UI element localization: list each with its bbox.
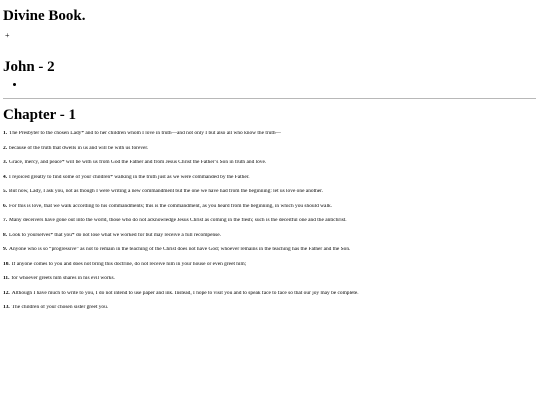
verse-text: Look to yourselves* that you* do not lose what we worked for but may receive a full recompense. bbox=[9, 232, 222, 238]
verse-number: 10. bbox=[3, 261, 10, 267]
verse-list bbox=[3, 131, 536, 320]
verse-text: for whoever greets him shares in his evil works. bbox=[11, 276, 115, 281]
verse-number: 4. bbox=[3, 174, 8, 180]
divider bbox=[3, 98, 536, 99]
verse-number: 12. bbox=[3, 290, 10, 296]
verse-text: Although I have much to write to you, I do not intend to use paper and ink. Instead, I hope to visit you and to speak face to face so that our joy may be complete. bbox=[11, 290, 359, 296]
verse-number: 7. bbox=[3, 218, 8, 223]
verse-number: 11. bbox=[3, 276, 10, 281]
verse-number: 9. bbox=[3, 247, 8, 252]
cross-icon: + bbox=[5, 31, 10, 40]
verse-text: The children of your chosen sister greet you. bbox=[11, 305, 109, 310]
verse bbox=[3, 204, 536, 219]
verse-number: 5. bbox=[3, 189, 8, 194]
verse bbox=[3, 218, 536, 233]
verse bbox=[3, 131, 536, 146]
verse-text: If anyone comes to you and does not bring this doctrine, do not receive him in your house or even greet him; bbox=[11, 261, 247, 267]
verse bbox=[3, 189, 536, 204]
verse-text: But now, Lady, I ask you, not as though I were writing a new commandment but the one we have had from the beginning: let us love one another. bbox=[9, 189, 324, 194]
verse-text: Many deceivers have gone out into the world, those who do not acknowledge Jesus Christ as coming in the flesh; such is the deceitful one and the antichrist. bbox=[9, 218, 347, 223]
verse-text: The Presbyter to the chosen Lady* and to her children whom I love in truth—and not only I but also all who know the truth— bbox=[9, 131, 281, 136]
verse bbox=[3, 276, 536, 291]
verse bbox=[3, 233, 536, 248]
verse bbox=[3, 262, 536, 277]
verse-number: 1. bbox=[3, 131, 8, 136]
verse-text: I rejoiced greatly to find some of your children* walking in the truth just as we were commanded by the Father. bbox=[9, 174, 250, 180]
site-title: Divine Book. bbox=[3, 8, 86, 24]
verse bbox=[3, 146, 536, 161]
verse-number: 3. bbox=[3, 160, 8, 165]
verse-number: 2. bbox=[3, 145, 8, 151]
book-title: John - 2 bbox=[3, 59, 55, 75]
verse-number: 13. bbox=[3, 305, 10, 310]
verse-text: For this is love, that we walk according to his commandments; this is the commandment, as you heard from the beginning, in which you should walk. bbox=[9, 203, 332, 209]
bullet-icon bbox=[13, 83, 16, 86]
verse bbox=[3, 291, 536, 306]
verse bbox=[3, 160, 536, 175]
verse-text: Grace, mercy, and peace* will be with us from God the Father and from Jesus Christ the Father’s Son in truth and love. bbox=[9, 160, 267, 165]
verse-text: because of the truth that dwells in us and will be with us forever. bbox=[9, 145, 149, 151]
verse-number: 6. bbox=[3, 203, 8, 209]
chapter-title: Chapter - 1 bbox=[3, 107, 77, 123]
verse bbox=[3, 175, 536, 190]
verse-text: Anyone who is so “progressive” as not to remain in the teaching of the Christ does not have God; whoever remains in the teaching has the Father and the Son. bbox=[9, 247, 351, 252]
verse-number: 8. bbox=[3, 232, 8, 238]
verse bbox=[3, 305, 536, 320]
verse bbox=[3, 247, 536, 262]
